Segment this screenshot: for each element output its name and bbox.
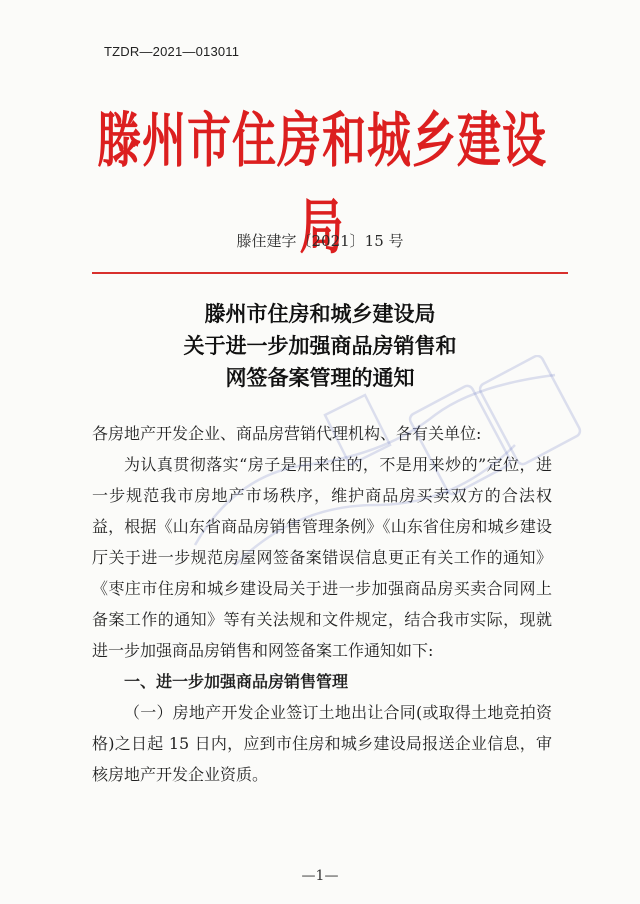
notice-body <box>92 418 552 790</box>
notice-title-line: 网签备案管理的通知 <box>225 365 415 390</box>
notice-title-line: 滕州市住房和城乡建设局 <box>204 301 436 326</box>
notice-title-line: 关于进一步加强商品房销售和 <box>183 333 457 358</box>
addressee: 各房地产开发企业、商品房营销代理机构、各有关单位: <box>92 424 482 443</box>
section-heading: 一、进一步加强商品房销售管理 <box>124 672 349 691</box>
document-code: TZDR—2021—013011 <box>104 44 240 59</box>
document-number: 滕住建字〔2021〕15 号 <box>236 232 404 250</box>
notice-title <box>0 298 640 394</box>
page-number: —1— <box>301 868 339 884</box>
body-paragraph: （一）房地产开发企业签订土地出让合同(或取得土地竞拍资格)之日起 15 日内，应到市住房和城乡建设局报送企业信息，审核房地产开发企业资质。 <box>92 703 552 784</box>
organization-header: 滕州市住房和城乡建设局 <box>97 106 547 263</box>
red-divider-line <box>92 272 568 274</box>
body-paragraph: 为认真贯彻落实“房子是用来住的，不是用来炒的”定位，进一步规范我市房地产市场秩序，维护商品房买卖双方的合法权益，根据《山东省商品房销售管理条例》《山东省住房和城乡建设厅关于进一步规范房屋网签备案错误信息更正有关工作的通知》《枣庄市住房和城乡建设局关于进一步加强商品房买卖合同网上备案工作的通知》等有关法规和文件规定，结合我市实际，现就进一步加强商品房销售和网签备案工作通知如下: <box>92 455 552 660</box>
